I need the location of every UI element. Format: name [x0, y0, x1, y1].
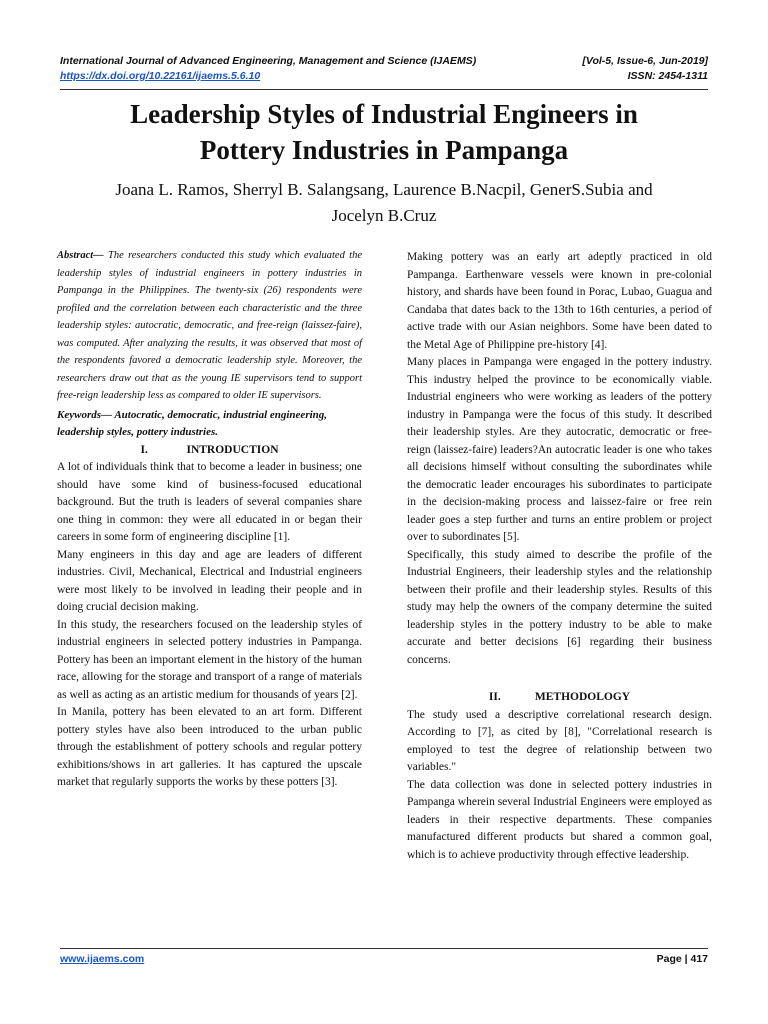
paragraph: The study used a descriptive correlational research design. According to [7], as cited by [8], "Correlational research is employed to test the degree of relationship between two variables."	[407, 708, 712, 773]
volume-info: [Vol-5, Issue-6, Jun-2019]	[582, 55, 708, 67]
page-number: Page | 417	[656, 953, 708, 965]
journal-header	[60, 55, 476, 82]
paragraph: Making pottery was an early art adeptly practiced in old Pampanga. Earthenware vessels were known in pre-colonial history, and shards have been found in Porac, Lubao, Guagua and Candaba that dates back to the 13th to 16th centuries, a period of active trade with our Asian neighbors. Some have been dated to the Metal Age of Philippine pre-history [4].	[407, 251, 712, 351]
journal-name: International Journal of Advanced Engineering, Management and Science (IJAEMS)	[60, 55, 477, 67]
paragraph: Many places in Pampanga were engaged in the pottery industry. This industry helped the province to be economically viable. Industrial engineers who were working as leaders of the pottery industry in Pampanga were the focus of this study. It described their leadership styles. Are they autocratic, democratic or free-reign (laissez-faire) leaders?An autocratic leader is one who takes all decisions himself without consulting the subordinates while the democratic leader encourages his subordinates to participate in the decision-making process and laissez-faire or free rein leader goes a step further and turns an entire problem or project over to subordinates [5].	[407, 356, 712, 543]
section-title: INTRODUCTION	[186, 443, 279, 456]
title-line-2: Pottery Industries in Pampanga	[199, 135, 569, 165]
left-column	[57, 247, 362, 792]
authors	[60, 177, 708, 229]
paragraph: Many engineers in this day and age are leaders of different industries. Civil, Mechanical, Electrical and Industrial engineers were most likely to be involved in leading their people and in doing crucial decision making.	[57, 548, 362, 613]
authors-line-1: Joana L. Ramos, Sherryl B. Salangsang, Laurence B.Nacpil, GenerS.Subia and	[115, 180, 653, 199]
paragraph: Specifically, this study aimed to describe the profile of the Industrial Engineers, their leadership styles and the relationship between their profile and their leadership styles. Results of this study may help the owners of the company determine the suited leadership styles in the pottery industry to be able to make accurate and better decisions [6] regarding their business concerns.	[407, 548, 712, 666]
keywords: Keywords— Autocratic, democratic, industrial engineering, leadership styles, pottery industries.	[57, 408, 328, 438]
right-column	[407, 249, 712, 864]
paragraph: In this study, the researchers focused on the leadership styles of industrial engineers in selected pottery industries in Pampanga. Pottery has been an important element in the history of the human race, allowing for the storage and transport of a range of materials as well as acting as an artistic medium for thousands of years [2].	[57, 618, 362, 701]
section-title: METHODOLOGY	[534, 691, 631, 703]
doi-link[interactable]: https://dx.doi.org/10.22161/ijaems.5.6.10	[60, 70, 261, 82]
section-number: I.	[140, 443, 148, 456]
section-number: II.	[488, 691, 501, 703]
website-link[interactable]: www.ijaems.com	[60, 953, 145, 965]
section-heading-introduction	[57, 442, 362, 460]
footer-divider	[60, 948, 708, 949]
authors-line-2: Jocelyn B.Cruz	[331, 206, 437, 225]
issue-header	[582, 55, 708, 82]
abstract-label: Abstract—	[57, 250, 104, 261]
header-divider	[60, 89, 708, 90]
abstract-text: The researchers conducted this study which evaluated the leadership styles of industrial engineers in pottery industries in Pampanga in the Philippines. The twenty-six (26) respondents were profiled and the correlation between each characteristic and the three leadership styles: autocratic, democratic, and free-reign (laissez-faire), was computed. After analyzing the results, it was observed that most of the respondents favored a democratic leadership style. Moreover, the researchers draw out that as the young IE supervisors tend to support free-reign leadership less as compared to older IE supervisors.	[57, 250, 362, 401]
paragraph: In Manila, pottery has been elevated to an art form. Different pottery styles have also been introduced to the urban public through the establishment of pottery schools and regular pottery exhibitions/shows in art galleries. It has captured the upscale market that regularly supports the works by these potters [3].	[57, 706, 362, 788]
paragraph: The data collection was done in selected pottery industries in Pampanga wherein several Industrial Engineers were employed as leaders in their respective departments. These companies manufactured different products but shared a common goal, which is to achieve productivity through effective leadership.	[407, 778, 712, 861]
title-line-1: Leadership Styles of Industrial Engineers in	[130, 99, 638, 129]
abstract	[57, 247, 362, 405]
paragraph: A lot of individuals think that to become a leader in business; one should have some kind of business-focused educational background. But the truth is leaders of several companies share one thing in common: they were all educated in or began their careers in some form of engineering discipline [1].	[57, 461, 362, 543]
section-heading-methodology	[407, 689, 712, 707]
issn: ISSN: 2454-1311	[627, 70, 708, 82]
paper-title	[60, 96, 708, 168]
